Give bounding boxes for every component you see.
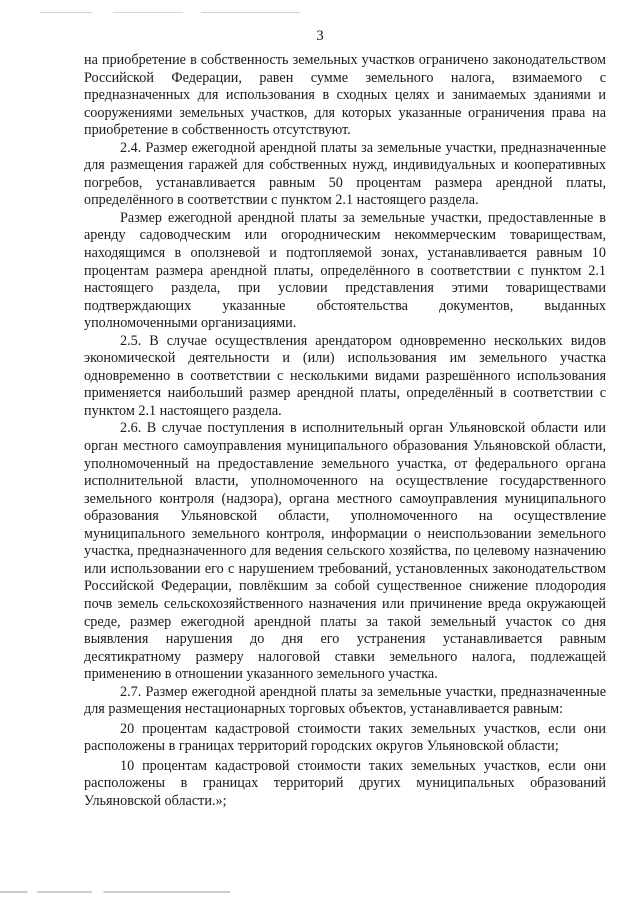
scan-artifact-bottom: [0, 891, 230, 893]
paragraph-clause-2-5: 2.5. В случае осуществления арендатором одновременно нескольких видов экономической деятельности и (или) использования им земельного участка одновременно в соответствии с несколькими видами разрешённого использования применяется наибольший размер арендной платы, определённый в соответствии с пунктом 2.1 настоящего раздела.: [84, 332, 606, 419]
paragraph-clause-2-4-gardening: Размер ежегодной арендной платы за земельные участки, предоставленные в аренду садоводческим или огородническим некоммерческим товариществам, находящимся в оползневой и подтопляемой зонах, устанавливается равным 10 процентам размера арендной платы, определённого в соответствии с пунктом 2.1 настоящего раздела, при условии представления этими товариществами подтверждающих указанные обстоятельства документов, выданных уполномоченными организациями.: [84, 209, 606, 332]
paragraph-clause-2-4: 2.4. Размер ежегодной арендной платы за земельные участки, предназначенные для размещения гаражей для собственных нужд, индивидуальных и кооперативных погребов, устанавливается равным 50 процентам размера арендной платы, определённого в соответствии с пунктом 2.1 настоящего раздела.: [84, 139, 606, 209]
paragraph-clause-2-7: 2.7. Размер ежегодной арендной платы за земельные участки, предназначенные для размещения нестационарных торговых объектов, устанавливается равным:: [84, 683, 606, 718]
paragraph-continuation: на приобретение в собственность земельных участков ограничено законодательством Российской Федерации, равен сумме земельного налога, взимаемого с предназначенных для использования в сходных целях и занимаемых зданиями и сооружениями земельных участков, для которых указанные ограничения права на приобретение в собственность отсутствуют.: [84, 52, 606, 139]
paragraph-clause-2-7-other: 10 процентам кадастровой стоимости таких земельных участков, если они расположены в границах территорий других муниципальных образований Ульяновской области.»;: [84, 757, 606, 809]
scan-artifact-top: [40, 12, 300, 13]
paragraph-clause-2-7-urban: 20 процентам кадастровой стоимости таких земельных участков, если они расположены в границах территорий городских округов Ульяновской области;: [84, 720, 606, 755]
page-number: 3: [316, 28, 324, 44]
paragraph-clause-2-6: 2.6. В случае поступления в исполнительный орган Ульяновской области или орган местного самоуправления муниципального образования Ульяновской области, уполномоченный на предоставление земельного участка, от федерального органа исполнительной власти, уполномоченного на осуществление государственного земельного контроля (надзора), органа местного самоуправления муниципального образования Ульяновской области, уполномоченного на осуществление муниципального земельного контроля, информации о неиспользовании земельного участка, предназначенного для ведения сельского хозяйства, по целевому назначению или использовании его с нарушением требований, установленных законодательством Российской Федерации, повлёкшим за собой существенное снижение плодородия почв земель сельскохозяйственного назначения или причинение вреда окружающей среде, размер ежегодной арендной платы за такой земельный участок со дня выявления нарушения до дня его устранения устанавливается равным десятикратному размеру налоговой ставки земельного налога, подлежащей применению в отношении указанного земельного участка.: [84, 420, 606, 683]
document-body: [84, 52, 606, 811]
